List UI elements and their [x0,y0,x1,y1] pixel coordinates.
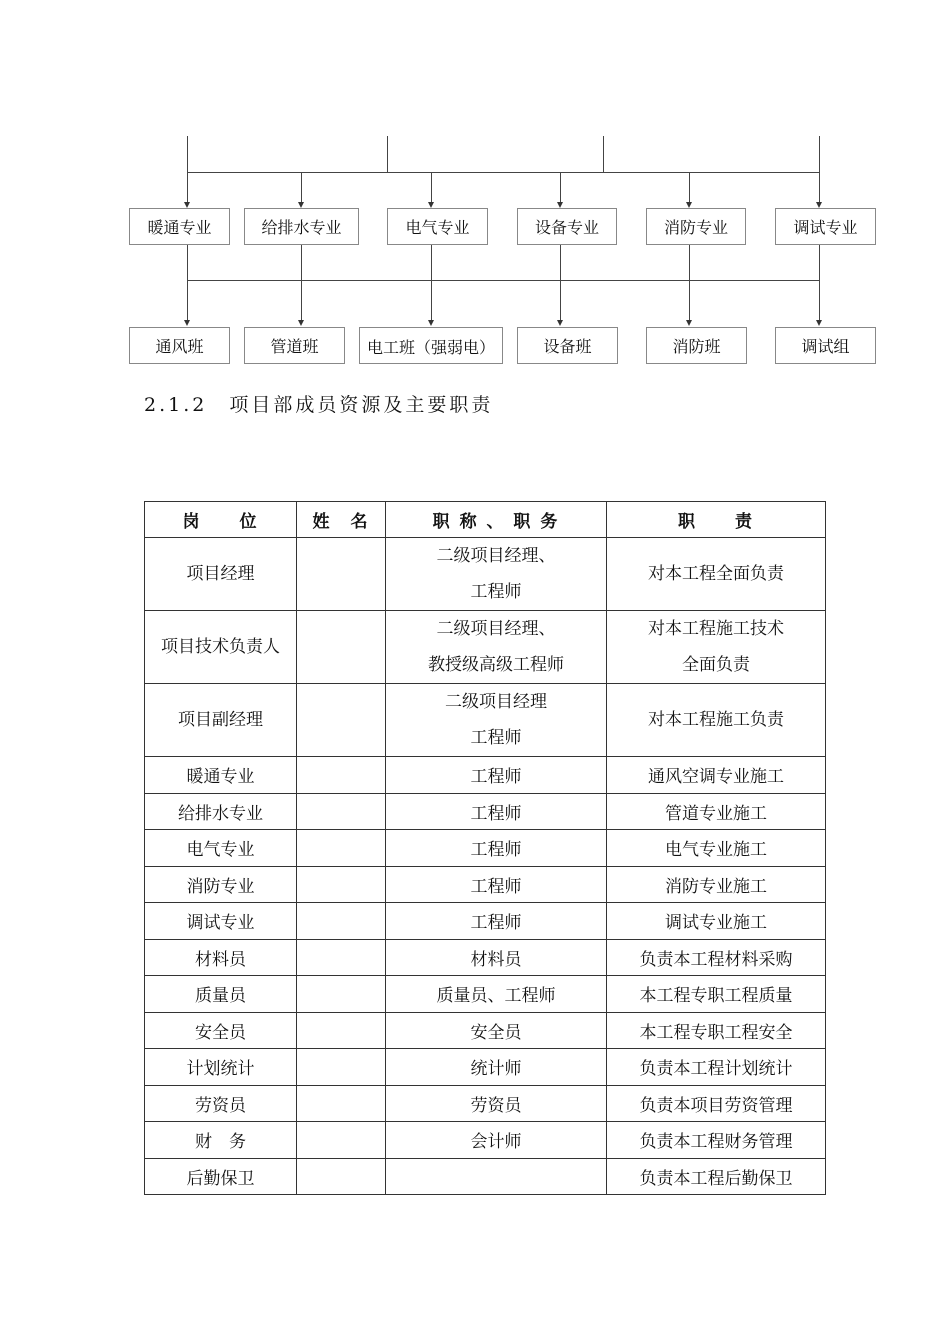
title-cell [386,976,607,1013]
name-cell [297,1122,386,1159]
team-box: 通风班 [129,327,230,364]
duty-cell-line: 管道专业施工 [665,803,767,824]
title-cell-line: 工程师 [470,582,522,602]
duty-cell [607,1122,826,1159]
table-row [145,1012,826,1049]
connector-line [187,280,820,281]
name-cell [297,757,386,794]
connector-line [387,136,388,172]
title-cell [386,684,607,757]
position-cell: 安全员 [145,1012,297,1049]
table-row [145,903,826,940]
header-position: 岗 位 [145,502,297,538]
title-cell [386,611,607,684]
title-cell [386,1085,607,1122]
title-cell [386,1049,607,1086]
position-cell: 质量员 [145,976,297,1013]
duty-cell-line: 本工程专职工程安全 [639,1022,793,1043]
connector-line [187,172,820,173]
duty-cell-line: 对本工程全面负责 [648,564,784,584]
connector-line [187,245,188,280]
connector-line [819,136,820,172]
table-body [145,538,826,1195]
arrow-down-icon [298,320,304,326]
title-cell-line: 会计师 [470,1132,522,1153]
title-cell-line: 安全员 [470,1022,522,1043]
title-cell-line: 二级项目经理 [445,692,547,712]
title-cell-line: 工程师 [470,803,522,824]
table-row [145,757,826,794]
name-cell [297,903,386,940]
name-cell [297,684,386,757]
position-cell: 暖通专业 [145,757,297,794]
duty-cell-line: 对本工程施工技术 [648,619,784,639]
title-cell-line: 二级项目经理、 [436,546,556,566]
specialty-box: 给排水专业 [244,208,359,245]
connector-line [560,245,561,280]
duty-cell [607,866,826,903]
connector-line [819,172,820,204]
name-cell [297,538,386,611]
position-cell: 电气专业 [145,830,297,867]
team-box: 设备班 [517,327,618,364]
title-cell-line: 质量员、工程师 [436,986,556,1007]
table-row [145,611,826,684]
duty-cell [607,939,826,976]
position-cell: 劳资员 [145,1085,297,1122]
position-cell: 项目经理 [145,538,297,611]
name-cell [297,793,386,830]
duty-cell-line: 负责本工程材料采购 [639,949,793,970]
title-cell [386,538,607,611]
duty-cell [607,1012,826,1049]
header-name: 姓 名 [297,502,386,538]
table-row [145,684,826,757]
table-row [145,866,826,903]
connector-line [301,280,302,322]
title-cell-line: 劳资员 [470,1095,522,1116]
specialty-box: 电气专业 [387,208,488,245]
duty-cell [607,1085,826,1122]
position-cell: 给排水专业 [145,793,297,830]
title-cell [386,1012,607,1049]
specialty-box: 消防专业 [646,208,746,245]
team-box: 调试组 [775,327,876,364]
connector-line [560,280,561,322]
position-cell: 财 务 [145,1122,297,1159]
duty-cell-line: 负责本工程后勤保卫 [639,1168,793,1189]
name-cell [297,866,386,903]
name-cell [297,611,386,684]
duty-cell-line: 对本工程施工负责 [648,710,784,730]
arrow-down-icon [428,320,434,326]
name-cell [297,1158,386,1195]
duty-cell [607,757,826,794]
team-box: 消防班 [646,327,747,364]
position-cell: 消防专业 [145,866,297,903]
duty-cell [607,976,826,1013]
position-cell: 调试专业 [145,903,297,940]
arrow-down-icon [557,320,563,326]
duty-cell-line: 通风空调专业施工 [648,767,784,788]
table-row [145,793,826,830]
name-cell [297,976,386,1013]
duty-cell [607,1049,826,1086]
duty-cell-line: 调试专业施工 [665,913,767,934]
title-cell [386,793,607,830]
connector-line [689,172,690,204]
duty-cell-line: 电气专业施工 [665,840,767,861]
header-title: 职 称 、 职 务 [386,502,607,538]
connector-line [301,172,302,204]
header-duty: 职 责 [607,502,826,538]
specialty-box: 调试专业 [775,208,876,245]
arrow-down-icon [686,320,692,326]
name-cell [297,1085,386,1122]
duty-cell-line: 负责本项目劳资管理 [639,1095,793,1116]
connector-line [689,245,690,280]
staff-table [144,501,826,1195]
table-row [145,976,826,1013]
connector-line [819,245,820,322]
connector-line [603,136,604,172]
table-row [145,1085,826,1122]
title-cell-line: 工程师 [470,767,522,788]
duty-cell [607,793,826,830]
connector-line [431,245,432,322]
connector-line [560,172,561,204]
title-cell-line: 工程师 [470,728,522,748]
title-cell-line: 工程师 [470,913,522,934]
title-cell [386,757,607,794]
connector-line [187,136,188,172]
arrow-down-icon [816,320,822,326]
title-cell [386,903,607,940]
position-cell: 材料员 [145,939,297,976]
title-cell-line: 工程师 [470,876,522,897]
duty-cell-line: 负责本工程财务管理 [639,1132,793,1153]
duty-cell-line: 负责本工程计划统计 [639,1059,793,1080]
name-cell [297,939,386,976]
title-cell-line: 统计师 [470,1059,522,1080]
name-cell [297,830,386,867]
duty-cell-line: 本工程专职工程质量 [639,986,793,1007]
position-cell: 后勤保卫 [145,1158,297,1195]
title-cell-line: 二级项目经理、 [436,619,556,639]
title-cell-line: 教授级高级工程师 [428,655,564,675]
team-box: 管道班 [244,327,345,364]
duty-cell [607,684,826,757]
connector-line [187,172,188,204]
table-row [145,939,826,976]
duty-cell-line: 全面负责 [682,655,750,675]
position-cell: 项目副经理 [145,684,297,757]
title-cell-line: 材料员 [470,949,522,970]
name-cell [297,1049,386,1086]
title-cell-line: 工程师 [470,840,522,861]
duty-cell-line: 消防专业施工 [665,876,767,897]
section-heading: 2.1.2 项目部成员资源及主要职责 [144,394,494,416]
table-row [145,1049,826,1086]
specialty-box: 暖通专业 [129,208,230,245]
duty-cell [607,611,826,684]
title-cell [386,830,607,867]
connector-line [431,172,432,204]
connector-line [187,280,188,322]
position-cell: 项目技术负责人 [145,611,297,684]
duty-cell [607,903,826,940]
table-row [145,1122,826,1159]
connector-line [301,245,302,280]
table-row [145,1158,826,1195]
table-row [145,538,826,611]
table-header-row [145,502,826,538]
team-box: 电工班（强弱电） [359,327,503,364]
connector-line [689,280,690,322]
name-cell [297,1012,386,1049]
title-cell [386,939,607,976]
table-row [145,830,826,867]
duty-cell [607,830,826,867]
title-cell [386,1158,607,1195]
title-cell [386,1122,607,1159]
duty-cell [607,1158,826,1195]
title-cell [386,866,607,903]
arrow-down-icon [184,320,190,326]
specialty-box: 设备专业 [517,208,617,245]
duty-cell [607,538,826,611]
position-cell: 计划统计 [145,1049,297,1086]
